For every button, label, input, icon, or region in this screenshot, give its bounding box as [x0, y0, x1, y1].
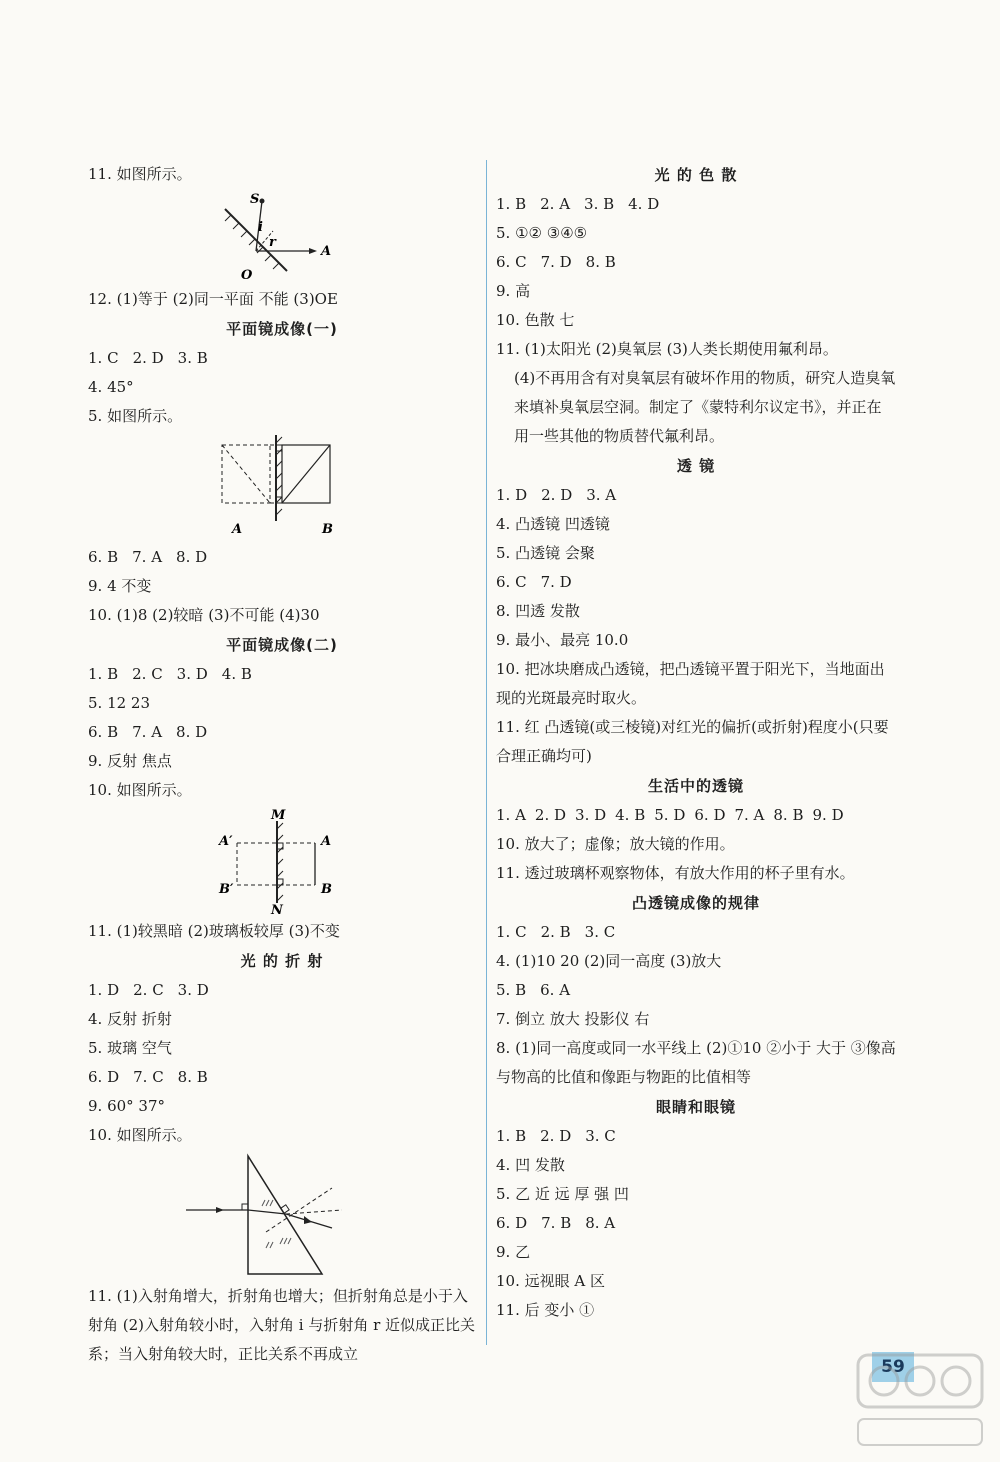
answer-row: 9. 最小、最亮 10.0 [496, 631, 629, 649]
page-number: 59 [872, 1352, 914, 1382]
answer-row: 10. 放大了；虚像；放大镜的作用。 [496, 835, 735, 853]
answer-row: 6. C 7. D [496, 573, 572, 591]
answer-row: 7. 倒立 放大 投影仪 右 [496, 1010, 650, 1028]
answer-row: 11. (1)较黑暗 (2)玻璃板较厚 (3)不变 [88, 922, 340, 940]
answer-row: 10. 远视眼 A 区 [496, 1272, 605, 1290]
answer-row: (4)不再用含有对臭氧层有破坏作用的物质，研究人造臭氧来填补臭氧层空洞。制定了《蒙特利尔议定书》，并正在用一些其他的物质替代氟利昂。 [514, 369, 896, 445]
answer-row: 5. 凸透镜 会聚 [496, 544, 595, 562]
section-title-plane-mirror-1: 平面镜成像(一) [226, 320, 338, 338]
label-b: B [321, 882, 332, 897]
answer-row: 5. ①② ③④⑤ [496, 224, 588, 242]
answer-row: 11. 红 凸透镜(或三棱镜)对红光的偏折(或折射)程度小(只要合理正确均可) [496, 718, 889, 765]
label-s: S [250, 192, 260, 207]
answer-row: 1. B 2. C 3. D 4. B [88, 665, 252, 683]
section-title-lens-in-life: 生活中的透镜 [647, 777, 744, 795]
section-title-refraction: 光 的 折 射 [240, 952, 324, 970]
section-title-lens: 透 镜 [676, 457, 716, 475]
answer-row: 6. D 7. B 8. A [496, 1214, 616, 1232]
answer-row: 10. 色散 七 [496, 311, 575, 329]
right-column [496, 160, 896, 1325]
label-a: A [232, 522, 243, 537]
answer-row: 6. B 7. A 8. D [88, 548, 208, 566]
answer-row: 5. 玻璃 空气 [88, 1039, 172, 1057]
label-m: M [271, 808, 286, 823]
left-column [88, 160, 476, 1369]
answer-row: 9. 4 不变 [88, 577, 152, 595]
prism-outline [248, 1156, 322, 1274]
answer-row: 1. D 2. C 3. D [88, 981, 209, 999]
answer-row: 1. D 2. D 3. A [496, 486, 617, 504]
plane-mirror-diagram [202, 433, 362, 541]
watermark-logo [850, 1345, 990, 1455]
section-title-plane-mirror-2: 平面镜成像(二) [226, 636, 338, 654]
answer-row: 9. 高 [496, 282, 531, 300]
label-i: i [258, 220, 263, 235]
mirror-mn-diagram [207, 807, 357, 915]
answer-row: 9. 反射 焦点 [88, 752, 172, 770]
answer-row: 4. 凹 发散 [496, 1156, 565, 1174]
answer-row: 4. 45° [88, 378, 134, 396]
answer-row: 5. 如图所示。 [88, 407, 183, 425]
answer-row: 1. B 2. A 3. B 4. D [496, 195, 660, 213]
section-title-convex-lens-rules: 凸透镜成像的规律 [631, 894, 760, 912]
answer-row: 9. 60° 37° [88, 1097, 166, 1115]
answer-row: 10. (1)8 (2)较暗 (3)不可能 (4)30 [88, 606, 320, 624]
answer-row: 1. C 2. B 3. C [496, 923, 616, 941]
prism-refraction-diagram [182, 1152, 382, 1280]
answer-row: 11. (1)太阳光 (2)臭氧层 (3)人类长期使用氟利昂。 [496, 340, 838, 358]
answer-row: 4. 凸透镜 凹透镜 [496, 515, 610, 533]
answer-row: 1. B 2. D 3. C [496, 1127, 616, 1145]
answer-row: 4. (1)10 20 (2)同一高度 (3)放大 [496, 952, 722, 970]
answer-row: 11. 后 变小 ① [496, 1301, 595, 1319]
q11-figure-caption: 11. 如图所示。 [88, 165, 192, 183]
answer-row: 8. (1)同一高度或同一水平线上 (2)①10 ②小于 大于 ③像高与物高的比值和像距与物距的比值相等 [496, 1039, 896, 1086]
label-r: r [269, 235, 276, 250]
answer-row: 10. 如图所示。 [88, 1126, 192, 1144]
answer-row: 6. B 7. A 8. D [88, 723, 208, 741]
answer-row: 10. 如图所示。 [88, 781, 192, 799]
label-b-prime: B′ [219, 882, 234, 897]
answer-row: 5. 乙 近 远 厚 强 凹 [496, 1185, 629, 1203]
label-n: N [271, 903, 283, 915]
glass-hatch [262, 1200, 291, 1248]
section-title-dispersion: 光 的 色 散 [654, 166, 738, 184]
label-a-prime: A′ [219, 834, 233, 849]
answer-row: 1. A 2. D 3. D 4. B 5. D 6. D 7. A 8. B 9. D [496, 806, 844, 824]
answer-row: 11. (1)入射角增大，折射角也增大；但折射角总是小于入射角 (2)入射角较小时，入射角 i 与折射角 r 近似成正比关系；当入射角较大时，正比关系不再成立 [88, 1287, 476, 1363]
q12-answer: 12. (1)等于 (2)同一平面 不能 (3)OE [88, 290, 338, 308]
answer-row: 4. 反射 折射 [88, 1010, 172, 1028]
answer-row: 5. 12 23 [88, 694, 151, 712]
label-a: A [321, 834, 332, 849]
answer-row: 10. 把冰块磨成凸透镜，把凸透镜平置于阳光下，当地面出现的光斑最亮时取火。 [496, 660, 885, 707]
label-a: A [321, 244, 332, 259]
arrow-head [309, 248, 317, 254]
answer-row: 6. D 7. C 8. B [88, 1068, 208, 1086]
answer-row: 11. 透过玻璃杯观察物体，有放大作用的杯子里有水。 [496, 864, 855, 882]
answer-row: 1. C 2. D 3. B [88, 349, 208, 367]
label-b: B [322, 522, 333, 537]
label-o: O [241, 268, 253, 283]
answer-row: 8. 凹透 发散 [496, 602, 580, 620]
section-title-eye-and-glasses: 眼睛和眼镜 [655, 1098, 736, 1116]
source-point [260, 199, 265, 204]
mirror-line [225, 209, 287, 271]
column-divider [486, 160, 487, 1345]
answer-row: 6. C 7. D 8. B [496, 253, 616, 271]
reflection-diagram [217, 191, 347, 283]
answer-row: 9. 乙 [496, 1243, 531, 1261]
answer-row: 5. B 6. A [496, 981, 571, 999]
